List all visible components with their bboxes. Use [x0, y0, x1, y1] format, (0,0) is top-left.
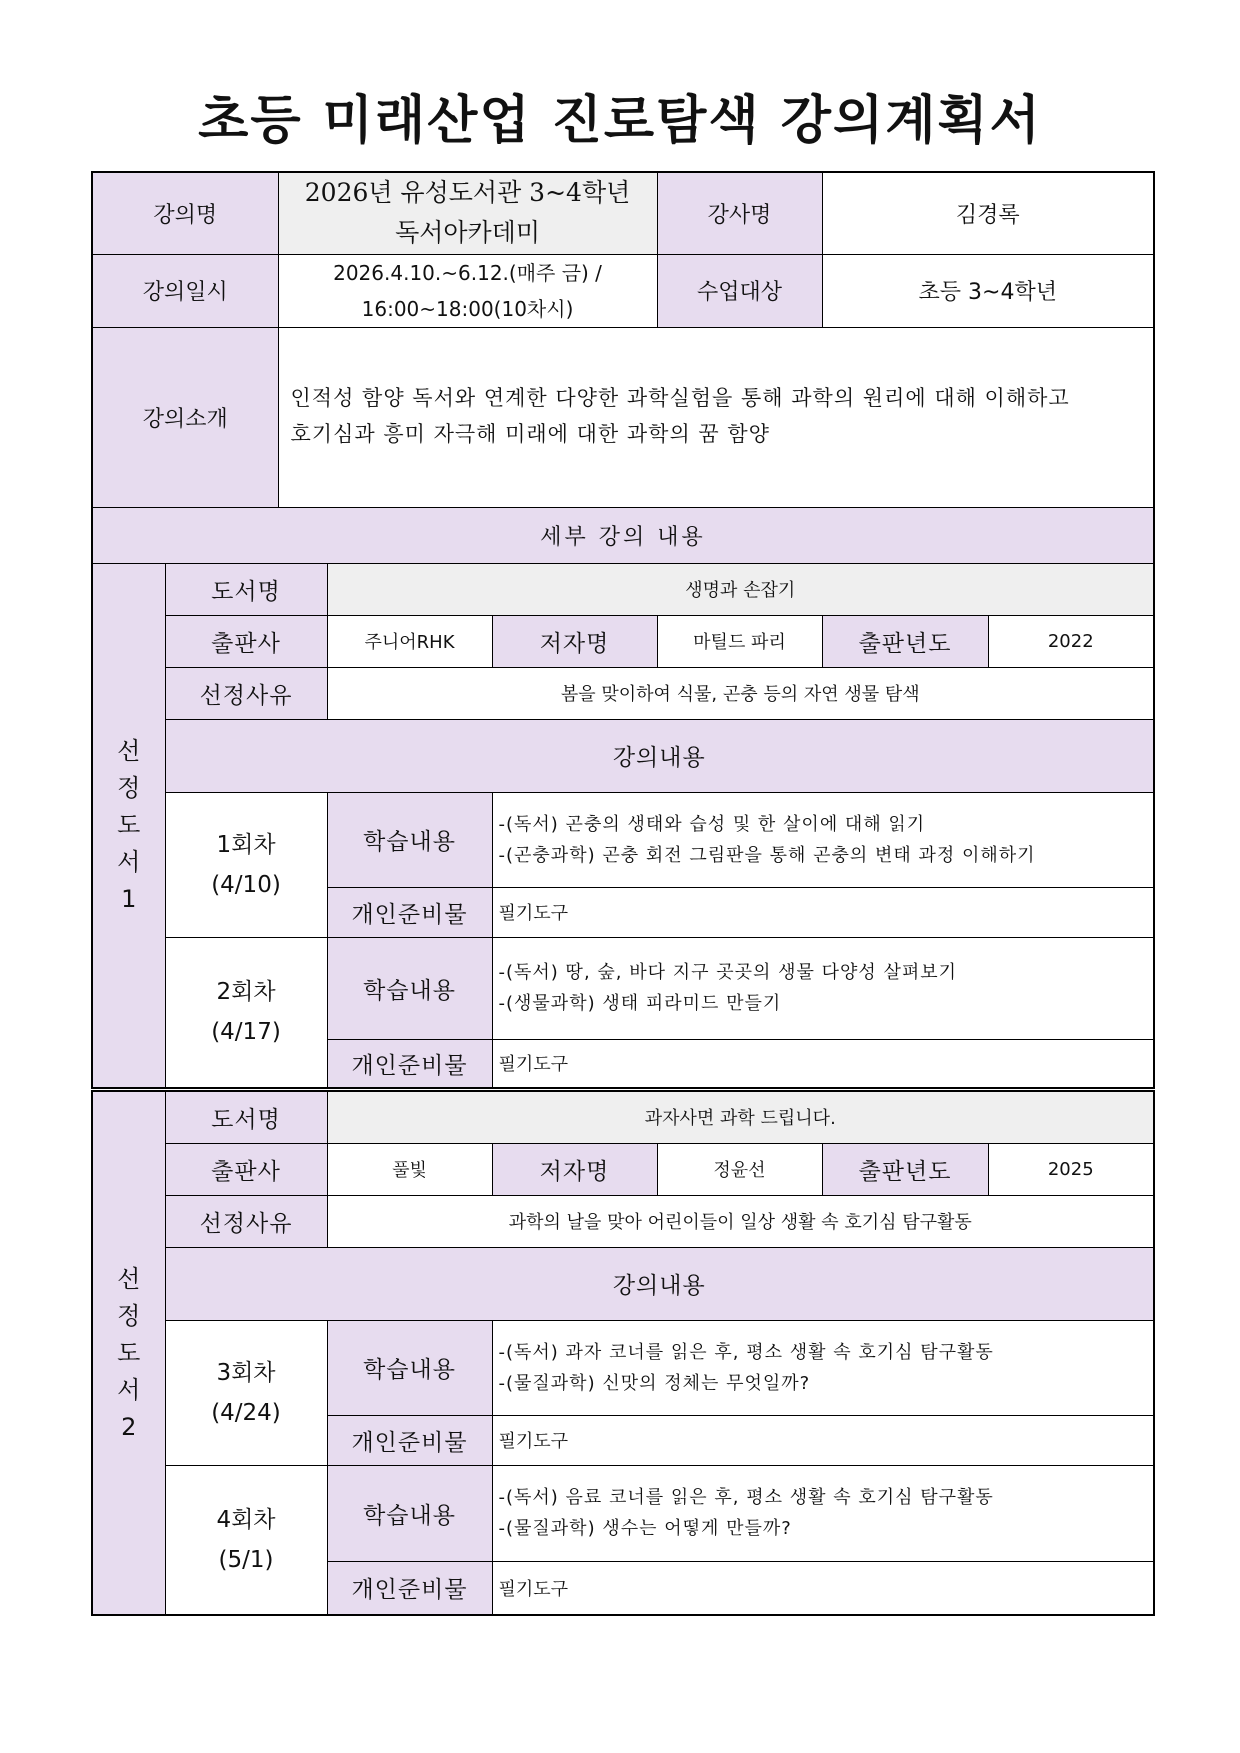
session4-prep-label: 개인준비물	[327, 1561, 492, 1615]
session4-prep: 필기도구	[492, 1561, 1154, 1615]
session1-content: -(독서) 곤충의 생태와 습성 및 한 살이에 대해 읽기 -(곤충과학) 곤충 회전 그림판을 통해 곤충의 변태 과정 이해하기	[492, 792, 1154, 887]
datetime-line1: 2026.4.10.~6.12.(매주 금) /	[333, 260, 602, 285]
book1-side-label: 선 정 도 서 1	[92, 563, 165, 1088]
book2-year: 2025	[988, 1143, 1154, 1195]
book2-publisher-label: 출판사	[165, 1143, 327, 1195]
session2-label: 2회차 (4/17)	[165, 937, 327, 1088]
book1-reason: 봄을 맞이하여 식물, 곤충 등의 자연 생물 탐색	[327, 667, 1154, 719]
book1-author: 마틸드 파리	[657, 615, 822, 667]
book2-table	[91, 1090, 1155, 1616]
session3-label: 3회차 (4/24)	[165, 1320, 327, 1465]
book2-year-label: 출판년도	[822, 1143, 988, 1195]
session3-content: -(독서) 과자 코너를 읽은 후, 평소 생활 속 호기심 탐구활동 -(물질과학) 신맛의 정체는 무엇일까?	[492, 1320, 1154, 1415]
book1-reason-label: 선정사유	[165, 667, 327, 719]
book2-publisher: 풀빛	[327, 1143, 492, 1195]
lecture-name-label: 강의명	[92, 172, 278, 254]
book2-title: 과자사면 과학 드립니다.	[327, 1091, 1154, 1143]
book2-reason-label: 선정사유	[165, 1195, 327, 1247]
book2-reason: 과학의 날을 맞아 어린이들이 일상 생활 속 호기심 탐구활동	[327, 1195, 1154, 1247]
book1-title-label: 도서명	[165, 563, 327, 615]
datetime-label: 강의일시	[92, 254, 278, 327]
session1-prep: 필기도구	[492, 887, 1154, 937]
book2-author-label: 저자명	[492, 1143, 657, 1195]
intro-label: 강의소개	[92, 327, 278, 507]
session3-learning-label: 학습내용	[327, 1320, 492, 1415]
datetime-value	[278, 254, 657, 327]
session4-learning-label: 학습내용	[327, 1465, 492, 1561]
book1-publisher: 주니어RHK	[327, 615, 492, 667]
book2-side-label: 선 정 도 서 2	[92, 1091, 165, 1615]
target-value: 초등 3~4학년	[822, 254, 1154, 327]
lecture-name-value	[278, 172, 657, 254]
session2-prep-label: 개인준비물	[327, 1039, 492, 1088]
session3-prep-label: 개인준비물	[327, 1415, 492, 1465]
lecture-plan-table	[91, 171, 1155, 1089]
intro-text	[278, 327, 1154, 507]
session2-content: -(독서) 땅, 숲, 바다 지구 곳곳의 생물 다양성 살펴보기 -(생물과학) 생태 피라미드 만들기	[492, 937, 1154, 1039]
book2-lecture-content-header: 강의내용	[165, 1247, 1154, 1320]
session4-content: -(독서) 음료 코너를 읽은 후, 평소 생활 속 호기심 탐구활동 -(물질과학) 생수는 어떻게 만들까?	[492, 1465, 1154, 1561]
book1-year: 2022	[988, 615, 1154, 667]
intro-line2: 호기심과 흥미 자극해 미래에 대한 과학의 꿈 함양	[290, 421, 770, 446]
book1-lecture-content-header: 강의내용	[165, 719, 1154, 792]
datetime-line2: 16:00~18:00(10차시)	[361, 296, 574, 321]
session4-label: 4회차 (5/1)	[165, 1465, 327, 1615]
book1-year-label: 출판년도	[822, 615, 988, 667]
session3-prep: 필기도구	[492, 1415, 1154, 1465]
intro-line1: 인적성 함양 독서와 연계한 다양한 과학실험을 통해 과학의 원리에 대해 이해하고	[290, 385, 1070, 410]
book1-author-label: 저자명	[492, 615, 657, 667]
lecture-name-line2: 독서아카데미	[395, 218, 540, 248]
document-title: 초등 미래산업 진로탐색 강의계획서	[198, 91, 1042, 151]
book2-author: 정윤선	[657, 1143, 822, 1195]
section-title: 세부 강의 내용	[92, 507, 1154, 563]
lecture-name-line1: 2026년 유성도서관 3~4학년	[304, 178, 631, 208]
book2-title-label: 도서명	[165, 1091, 327, 1143]
book1-title: 생명과 손잡기	[327, 563, 1154, 615]
session1-label: 1회차 (4/10)	[165, 792, 327, 937]
session2-learning-label: 학습내용	[327, 937, 492, 1039]
target-label: 수업대상	[657, 254, 822, 327]
session1-prep-label: 개인준비물	[327, 887, 492, 937]
book1-publisher-label: 출판사	[165, 615, 327, 667]
session2-prep: 필기도구	[492, 1039, 1154, 1088]
session1-learning-label: 학습내용	[327, 792, 492, 887]
instructor-label: 강사명	[657, 172, 822, 254]
instructor-value: 김경록	[822, 172, 1154, 254]
